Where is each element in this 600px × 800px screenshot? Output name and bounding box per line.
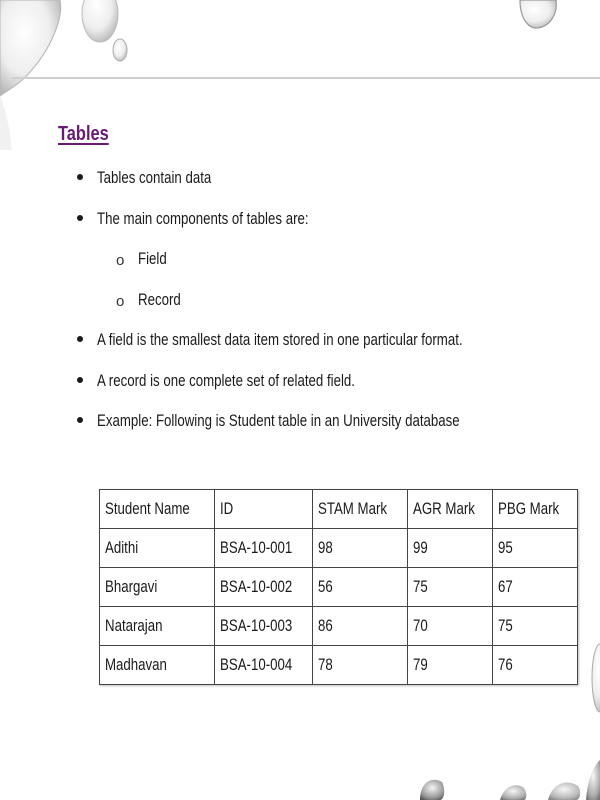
bullet-item: [58, 326, 558, 367]
table-row: [100, 529, 578, 568]
table-row: [100, 568, 578, 607]
table-row: [100, 607, 578, 646]
bullet-dot-icon: [77, 215, 83, 221]
bullet-text: The main components of tables are:: [97, 208, 309, 228]
table-cell: 75: [493, 607, 577, 646]
table-cell: 56: [313, 568, 407, 607]
bullet-item: [58, 407, 558, 448]
bullet-dot-icon: [77, 417, 83, 423]
bullet-text: A record is one complete set of related field.: [97, 370, 355, 390]
table-cell: Natarajan: [100, 607, 215, 646]
table-cell: 95: [493, 529, 577, 568]
table-header-row: [100, 490, 578, 529]
bullet-text: A field is the smallest data item stored in one particular format.: [97, 330, 463, 349]
table-cell: 78: [313, 646, 407, 685]
table-cell: Adithi: [100, 529, 215, 568]
student-table: [99, 489, 578, 685]
table-header-cell: Student Name: [100, 490, 215, 529]
table-header-cell: STAM Mark: [313, 490, 407, 529]
table-cell: 67: [493, 568, 577, 607]
sub-bullet-item: [58, 245, 558, 286]
sub-bullet-item: [58, 286, 558, 327]
bullet-item: [58, 205, 558, 246]
bullet-dot-icon: [77, 377, 83, 383]
bullet-item: [58, 367, 558, 408]
table-cell: BSA-10-001: [214, 529, 313, 568]
table-cell: 70: [407, 607, 492, 646]
bullet-item: [58, 164, 558, 205]
table-header-cell: PBG Mark: [493, 490, 577, 529]
table-cell: BSA-10-004: [214, 646, 313, 685]
header-divider: [12, 77, 600, 79]
table-cell: 75: [407, 568, 492, 607]
bullet-text: Example: Following is Student table in an University database: [97, 411, 460, 430]
table-row: [100, 646, 578, 685]
bullet-list: [58, 164, 558, 448]
slide-content: [58, 118, 558, 448]
table-cell: Madhavan: [100, 646, 215, 685]
table-cell: Bhargavi: [100, 568, 215, 607]
table-header-cell: AGR Mark: [407, 490, 492, 529]
table-cell: BSA-10-002: [214, 568, 313, 607]
bullet-dot-icon: [77, 336, 83, 342]
sub-bullet-marker: o: [116, 292, 125, 310]
bullet-text: Tables contain data: [97, 168, 212, 187]
sub-bullet-text: Field: [138, 249, 167, 268]
sub-bullet-marker: o: [116, 252, 125, 269]
sub-bullet-text: Record: [138, 289, 181, 309]
bullet-dot-icon: [77, 174, 83, 180]
table-cell: 76: [493, 646, 577, 685]
table-cell: 79: [407, 646, 492, 685]
table-cell: BSA-10-003: [214, 607, 313, 646]
table-cell: 99: [407, 529, 492, 568]
table-header-cell: ID: [214, 490, 313, 529]
slide-heading: Tables: [58, 123, 109, 145]
table-cell: 86: [313, 607, 407, 646]
table-cell: 98: [313, 529, 407, 568]
